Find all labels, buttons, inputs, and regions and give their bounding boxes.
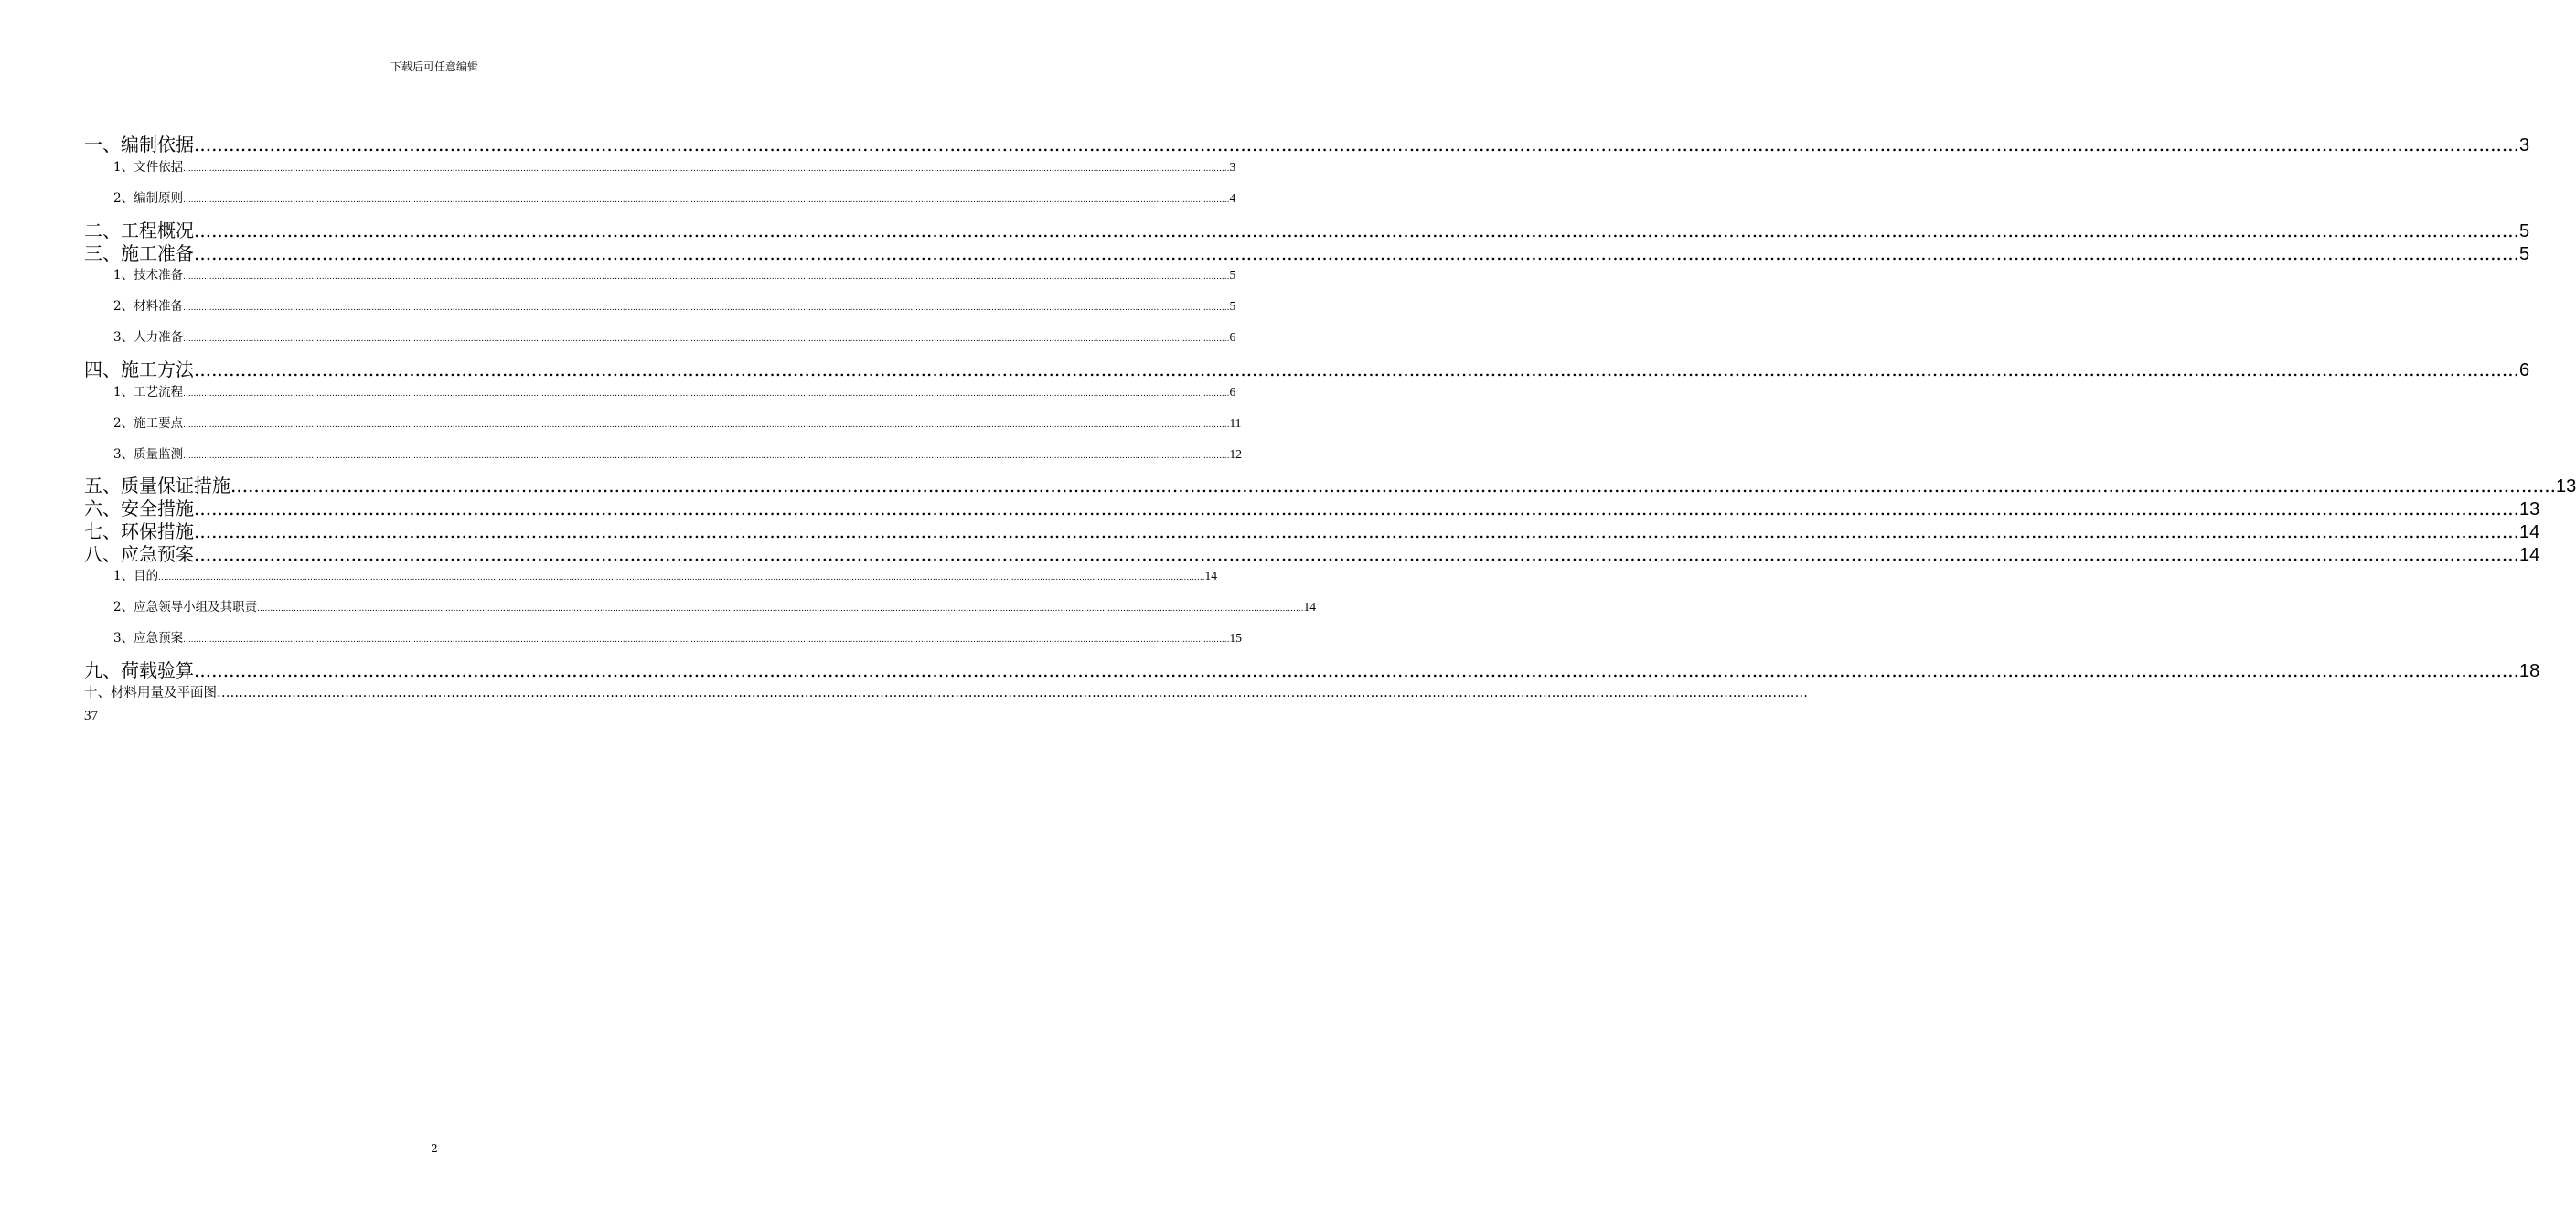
toc-leader-dots: ................................................................................................................................................................................................................................................................................................................................................................................................................ <box>183 390 1230 399</box>
toc-entry-page: 14 <box>1204 569 1217 582</box>
toc-entry-title: 2、施工要点 <box>113 416 184 431</box>
toc-entry-title: 七、环保措施 <box>84 520 194 542</box>
toc-entry[interactable] <box>84 474 2576 497</box>
toc-entry-title: 九、荷载验算 <box>84 659 194 681</box>
toc-entry-title: 五、质量保证措施 <box>84 475 230 497</box>
toc-entry[interactable] <box>84 519 2540 543</box>
page-header-note: 下载后可任意编辑 <box>390 60 478 73</box>
toc-entry[interactable] <box>84 219 2530 242</box>
toc-entry-page: 13 <box>2555 476 2576 497</box>
toc-entry-title: 1、文件依据 <box>113 160 184 175</box>
toc-entry-page: 37 <box>84 709 98 723</box>
toc-leader-dots: ................................................................................................................................................................................................................................................................................................................................................................................................................ <box>194 219 2519 241</box>
toc-leader-dots: ................................................................................................................................................................................................................................................................................................................................................................................................................ <box>194 497 2519 519</box>
toc-entry-title: 一、编制依据 <box>84 134 194 155</box>
toc-entry-page: 5 <box>1229 268 1236 282</box>
toc-entry-page: 13 <box>2518 499 2540 519</box>
toc-leader-dots: ................................................................................................................................................................................................................................................................................................................................................................................................................ <box>230 475 2556 497</box>
toc-entry[interactable] <box>84 358 2530 381</box>
toc-entry-title: 三、施工准备 <box>84 242 194 264</box>
toc-entry-title: 1、工艺流程 <box>113 385 184 400</box>
toc-entry[interactable] <box>113 599 1316 615</box>
toc-entry-title: 2、材料准备 <box>113 299 184 314</box>
toc-entry-title: 1、目的 <box>113 569 159 583</box>
toc-entry[interactable] <box>113 384 1236 401</box>
toc-entry-page: 4 <box>1229 191 1236 205</box>
toc-entry[interactable] <box>113 159 1236 176</box>
toc-leader-dots: ................................................................................................................................................................................................................................................................................................................................................................................................................ <box>194 659 2519 681</box>
toc-entry-page: 14 <box>1303 600 1316 614</box>
toc-entry-title: 十、材料用量及平面图 <box>84 686 217 700</box>
toc-entry-page: 5 <box>1229 299 1236 313</box>
toc-leader-dots: ................................................................................................................................................................................................................................................................................................................................................................................................................ <box>158 573 1205 582</box>
toc-entry-page: 12 <box>1229 447 1242 461</box>
toc-entry[interactable] <box>84 658 2540 682</box>
toc-entry-page: 14 <box>2518 522 2540 542</box>
toc-entry-page: 3 <box>1229 160 1236 174</box>
toc-leader-dots: ................................................................................................................................................................................................................................................................................................................................................................................................................ <box>194 520 2519 542</box>
toc-entry-title: 3、应急预案 <box>113 631 184 646</box>
toc-entry-page: 14 <box>2518 545 2540 565</box>
toc-entry[interactable] <box>113 190 1236 207</box>
toc-entry-page: 6 <box>1229 385 1236 399</box>
toc-entry[interactable] <box>113 446 1242 463</box>
toc-leader-dots: ……………………………………………………………………………………………………………………………………………………………………………………………………………………………………………………………………………………………………………………………… <box>217 686 1808 700</box>
toc-entry[interactable] <box>84 542 2540 566</box>
toc-entry-title: 3、人力准备 <box>113 330 184 345</box>
toc-entry-page: 11 <box>1229 416 1242 430</box>
toc-leader-dots: ................................................................................................................................................................................................................................................................................................................................................................................................................ <box>194 134 2519 155</box>
toc-entry-title: 四、施工方法 <box>84 358 194 380</box>
toc-entry[interactable] <box>84 497 2540 520</box>
toc-leader-dots: ................................................................................................................................................................................................................................................................................................................................................................................................................ <box>183 165 1230 174</box>
toc-entry[interactable] <box>84 684 1808 702</box>
toc-entry-page: 6 <box>2518 360 2530 380</box>
page-number: - 2 - <box>423 1142 445 1155</box>
toc-leader-dots: ................................................................................................................................................................................................................................................................................................................................................................................................................ <box>194 543 2519 565</box>
toc-leader-dots: ................................................................................................................................................................................................................................................................................................................................................................................................................ <box>194 242 2519 264</box>
toc-entry[interactable] <box>84 133 2530 156</box>
toc-leader-dots: ................................................................................................................................................................................................................................................................................................................................................................................................................ <box>183 196 1230 205</box>
toc-entry-page: 15 <box>1229 631 1242 645</box>
toc-leader-dots: ................................................................................................................................................................................................................................................................................................................................................................................................................ <box>183 335 1230 344</box>
toc-leader-dots: ................................................................................................................................................................................................................................................................................................................................................................................................................ <box>194 358 2519 380</box>
toc-leader-dots: ................................................................................................................................................................................................................................................................................................................................................................................................................ <box>183 304 1230 313</box>
toc-entry-title: 1、技术准备 <box>113 268 184 283</box>
toc-leader-dots: ................................................................................................................................................................................................................................................................................................................................................................................................................ <box>183 421 1230 430</box>
toc-entry-page: 5 <box>2518 221 2530 241</box>
toc-entry[interactable] <box>113 298 1236 315</box>
toc-entry-title: 八、应急预案 <box>84 543 194 565</box>
toc-entry[interactable] <box>113 329 1236 346</box>
toc-entry-page: 18 <box>2518 661 2540 681</box>
toc-leader-dots: ................................................................................................................................................................................................................................................................................................................................................................................................................ <box>183 273 1230 282</box>
toc-entry-title: 3、质量监测 <box>113 447 184 462</box>
toc-entry-page: 6 <box>1229 330 1236 344</box>
toc-entry[interactable] <box>113 568 1217 584</box>
toc-leader-dots: ................................................................................................................................................................................................................................................................................................................................................................................................................ <box>257 604 1304 614</box>
toc-entry[interactable] <box>113 630 1242 647</box>
toc-leader-dots: ................................................................................................................................................................................................................................................................................................................................................................................................................ <box>183 636 1230 645</box>
toc-leader-dots: ................................................................................................................................................................................................................................................................................................................................................................................................................ <box>183 452 1230 461</box>
toc-entry-title: 六、安全措施 <box>84 497 194 519</box>
toc-entry[interactable] <box>113 415 1242 432</box>
toc-entry-title: 2、编制原则 <box>113 191 184 206</box>
toc-entry-page: 3 <box>2518 135 2530 155</box>
toc-entry-title: 2、应急领导小组及其职责 <box>113 600 258 614</box>
toc-entry[interactable] <box>113 267 1236 283</box>
toc-entry[interactable] <box>84 241 2530 265</box>
toc-entry-title: 二、工程概况 <box>84 219 194 241</box>
toc-entry-page: 5 <box>2518 244 2530 264</box>
